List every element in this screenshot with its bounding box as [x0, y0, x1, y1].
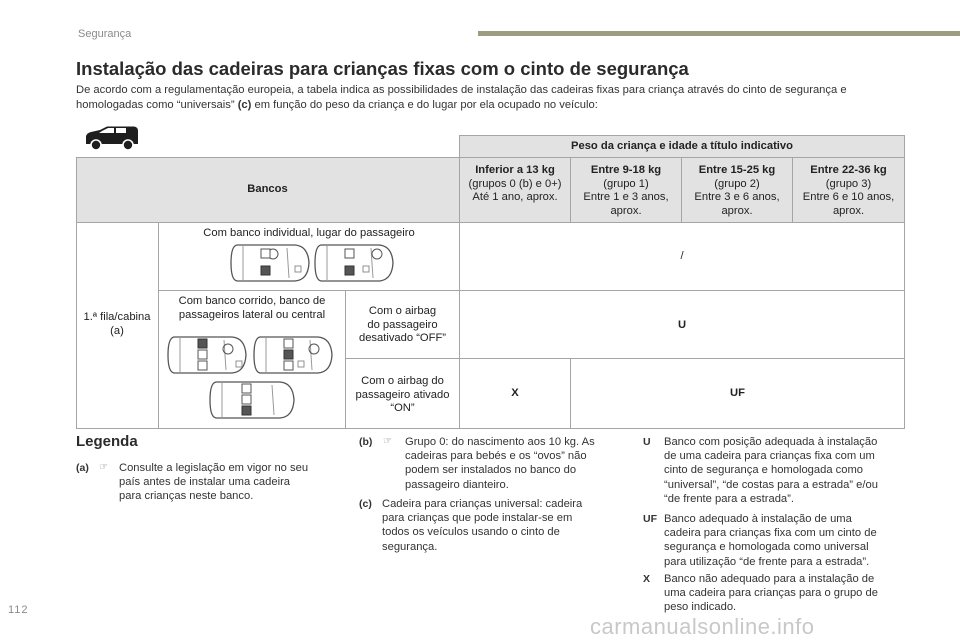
- legend-a-line: país antes de instalar uma cadeira: [119, 476, 291, 489]
- legend-key-c: (c): [359, 498, 372, 510]
- col-header-3-approx: aprox.: [832, 204, 865, 217]
- col-header-1-group: (grupo 1): [603, 177, 649, 190]
- airbag-off-cell: [346, 291, 459, 358]
- pointer-icon: ☞: [99, 462, 108, 473]
- legend-key-x: X: [643, 573, 651, 585]
- col-header-3-age: Entre 6 e 10 anos,: [802, 191, 895, 203]
- airbag-on-line-3: “ON”: [390, 402, 415, 414]
- grid-line: [570, 358, 571, 429]
- grid-line: [76, 428, 904, 429]
- grid-line: [345, 358, 904, 359]
- seat-diagram-individual-2: [313, 242, 395, 284]
- legend-b-line: Grupo 0: do nascimento aos 10 kg. As: [405, 436, 595, 448]
- section-label: Segurança: [78, 28, 132, 40]
- legend-u-line: “universal”, “de costas para a estrada” e/ou: [664, 478, 878, 491]
- legend-uf-line: segurança e homologada como universal: [664, 541, 869, 554]
- grid-line: [904, 135, 905, 429]
- legend-key-b: (b): [359, 436, 373, 448]
- intro-paragraph: [76, 83, 896, 112]
- legend-a-line: para crianças neste banco.: [119, 490, 254, 503]
- legend-c-line: Cadeira para crianças universal: cadeira: [382, 498, 583, 510]
- airbag-off-value-cell: [460, 291, 904, 358]
- intro-text-a: De acordo com a regulamentação europeia, a tabela indica as possibilidades de instalação das cadeiras fixas para criança através do cinto de segurança e homologadas como “universais”: [76, 84, 847, 111]
- col-header-3: [793, 158, 904, 222]
- col-header-1: [571, 158, 681, 222]
- watermark-text: carmanualsonline.info: [590, 614, 815, 639]
- col-header-2-approx: aprox.: [721, 204, 753, 217]
- legend-item-a: [76, 461, 346, 521]
- legend-u-line: “de frente para a estrada”.: [664, 492, 794, 505]
- intro-ref-c: (c): [237, 98, 252, 111]
- legend-uf-line: Banco adequado à instalação de uma: [664, 513, 852, 525]
- airbag-off-line-2: do passageiro: [367, 318, 438, 331]
- legend-text-b: [405, 435, 595, 492]
- grid-line: [460, 135, 904, 136]
- legend-c-line: todos os veículos usando o cinto de: [382, 526, 560, 539]
- legend-uf-line: cadeira para crianças fixa com um cinto de: [664, 527, 877, 540]
- legend-b-line: passageiro dianteiro.: [405, 478, 509, 491]
- legend-b-line: podem ser instalados no banco do: [405, 464, 577, 477]
- airbag-on-cell: [346, 359, 459, 428]
- airbag-off-line-3: desativado “OFF”: [358, 332, 447, 344]
- col-header-2: [682, 158, 792, 222]
- legend-key-u: U: [643, 436, 651, 448]
- legend-item-x: [643, 572, 913, 618]
- grid-line: [76, 157, 77, 429]
- legend-text-c: [382, 497, 582, 554]
- individual-seat-value: /: [680, 250, 684, 262]
- legend-item-b: [359, 435, 629, 495]
- legend-u-line: de uma cadeira para crianças fixa com um: [664, 450, 875, 463]
- airbag-on-line-1: Com o airbag do: [361, 375, 444, 387]
- legend-b-line: cadeiras para bebés e os “ovos” não: [405, 450, 587, 463]
- grid-line: [792, 157, 793, 223]
- col-header-0-group: (grupos 0 (b) e 0+): [468, 177, 562, 190]
- page-number: 112: [8, 604, 29, 616]
- legend-key-uf: UF: [643, 513, 657, 525]
- airbag-on-line-2: passageiro ativado: [355, 388, 450, 401]
- grid-line: [76, 157, 904, 158]
- grid-line: [158, 290, 904, 291]
- legend-text-a: [119, 461, 308, 504]
- col-header-2-weight: Entre 15-25 kg: [698, 164, 776, 176]
- pointer-icon: ☞: [383, 436, 392, 447]
- group-header-text: Peso da criança e idade a título indicativo: [571, 140, 793, 152]
- col-header-2-group: (grupo 2): [714, 177, 760, 190]
- individual-seat-text: Com banco individual, lugar do passageiro: [203, 227, 415, 239]
- col-header-0-age: Até 1 ano, aprox.: [472, 191, 558, 203]
- col-header-3-group: (grupo 3): [825, 177, 872, 190]
- seat-diagram-bench-2: [252, 334, 334, 376]
- grid-line: [459, 135, 460, 429]
- legend-a-line: Consulte a legislação em vigor no seu: [119, 462, 309, 474]
- airbag-off-value: U: [677, 319, 687, 331]
- seat-diagram-bench-1: [166, 334, 248, 376]
- grid-line: [345, 290, 346, 429]
- seat-diagram-bench-3: [208, 379, 296, 421]
- grid-line: [570, 157, 571, 223]
- van-icon: [84, 125, 140, 151]
- legend-title: Legenda: [76, 433, 138, 450]
- col-header-0-weight: Inferior a 13 kg: [475, 164, 555, 176]
- airbag-on-value-cell-1: [460, 359, 570, 428]
- col-header-0: [460, 158, 570, 222]
- bench-seat-line-1: Com banco corrido, banco de: [178, 295, 326, 307]
- airbag-off-line-1: Com o airbag: [368, 305, 437, 317]
- row-label-cell: [76, 223, 158, 428]
- individual-seat-value-cell: [460, 223, 904, 290]
- col-header-1-age: Entre 1 e 3 anos,: [583, 191, 669, 203]
- legend-x-line: Banco não adequado para a instalação de: [664, 573, 875, 585]
- airbag-on-value-1: X: [511, 387, 519, 399]
- grid-line: [76, 222, 904, 223]
- airbag-on-value-cell-2: [571, 359, 904, 428]
- col-header-3-weight: Entre 22-36 kg: [810, 164, 887, 176]
- legend-c-line: segurança.: [382, 540, 438, 553]
- bench-seat-line-2: passageiros lateral ou central: [178, 308, 326, 321]
- col-header-2-age: Entre 3 e 6 anos,: [694, 191, 780, 203]
- legend-text-uf: [664, 512, 877, 569]
- seats-header-cell: [76, 158, 459, 222]
- seat-diagram-individual-1: [229, 242, 311, 284]
- legend-item-c: [359, 497, 629, 557]
- seats-header-text: Bancos: [247, 183, 288, 195]
- col-header-1-weight: Entre 9-18 kg: [590, 164, 662, 176]
- section-divider-bar: [478, 31, 960, 36]
- legend-c-line: para crianças que pode instalar-se em: [382, 512, 573, 525]
- row-label-line-1: 1.ª fila/cabina: [83, 311, 151, 323]
- legend-text-u: [664, 435, 878, 506]
- row-label-line-2: (a): [110, 324, 124, 337]
- grid-line: [681, 157, 682, 223]
- legend-uf-line: para utilização “de frente para a estrada”.: [664, 555, 870, 568]
- intro-text-b: em função do peso da criança e do lugar por ela ocupado no veículo:: [251, 98, 598, 111]
- legend-item-u: [643, 435, 913, 509]
- legend-item-uf: [643, 512, 913, 572]
- legend-text-x: [664, 572, 878, 615]
- group-header-cell: [460, 136, 904, 157]
- page-title: Instalação das cadeiras para crianças fixas com o cinto de segurança: [76, 58, 689, 79]
- col-header-1-approx: aprox.: [610, 204, 642, 217]
- legend-u-line: Banco com posição adequada à instalação: [664, 436, 878, 448]
- legend-u-line: cinto de segurança e homologada como: [664, 464, 864, 477]
- legend-x-line: uma cadeira para crianças para o grupo de: [664, 587, 878, 600]
- legend-key-a: (a): [76, 462, 89, 474]
- airbag-on-value-2: UF: [730, 387, 745, 399]
- legend-x-line: peso indicado.: [664, 601, 737, 614]
- grid-line: [158, 222, 159, 429]
